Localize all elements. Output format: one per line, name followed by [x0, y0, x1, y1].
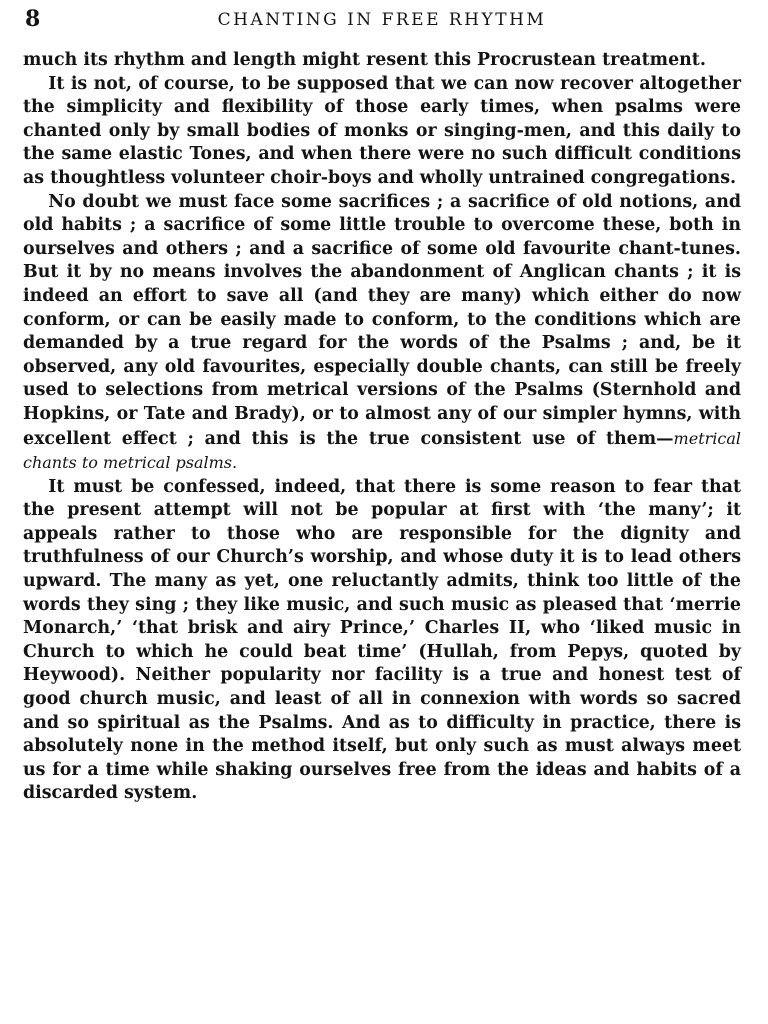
running-title: CHANTING IN FREE RHYTHM: [217, 10, 547, 30]
italic-phrase: metrical chants to metrical psalms.: [23, 428, 741, 473]
paragraph: It must be confessed, indeed, that there is some reason to fear that the present attempt will not be popular at first with ‘the many’; it appeals rather to those who are responsible for the dignity and truthfulness of our Church’s worship, and whose duty it is to lead others upward. The many as yet, one reluctantly admits, think too little of the words they sing ; they like music, and such music as pleased that ‘merrie Monarch,’ ‘that brisk and airy Prince,’ Charles II, who ‘liked music in Church to which he could beat time’ (Hullah, from Pepys, quoted by Heywood). Neither popularity nor facility is a true and honest test of good church music, and least of all in connexion with words so sacred and so spiritual as the Psalms. And as to difficulty in practice, there is absolutely none in the method itself, but only such as must always meet us for a time while shaking ourselves free from the ideas and habits of a discarded system.: [23, 476, 741, 804]
paragraph-continuation: much its rhythm and length might resent this Procrustean treatment.: [23, 50, 706, 70]
running-head: [23, 8, 741, 32]
paragraph-text: No doubt we must face some sacrifices ; a sacrifice of old notions, and old habits ; a sacrifice of some little trouble to overcome these, both in ourselves and others ; and a sacrifice of some old favourite chant-tunes. But it by no means involves the abandonment of Anglican chants ; it is indeed an effort to save all (and they are many) which either do now conform, or can be easily made to conform, to the conditions which are demanded by a true regard for the words of the Psalms ; and, be it observed, any old favourites, especially double chants, can still be freely used to selections from metrical versions of the Psalms (Sternhold and Hopkins, or Tate and Brady), or to almost any of our simpler hymns, with excellent effect ; and this is the true consistent use of them—: [23, 191, 741, 449]
body-text: [23, 49, 741, 806]
paragraph: [23, 191, 741, 476]
page-number: 8: [25, 6, 41, 32]
book-page: [23, 8, 741, 806]
paragraph: It is not, of course, to be supposed that we can now recover altogether the simplicity and flexibility of those early times, when psalms were chanted only by small bodies of monks or singing-men, and this daily to the same elastic Tones, and when there were no such difficult conditions as thoughtless volunteer choir-boys and wholly untrained congregations.: [23, 73, 741, 188]
